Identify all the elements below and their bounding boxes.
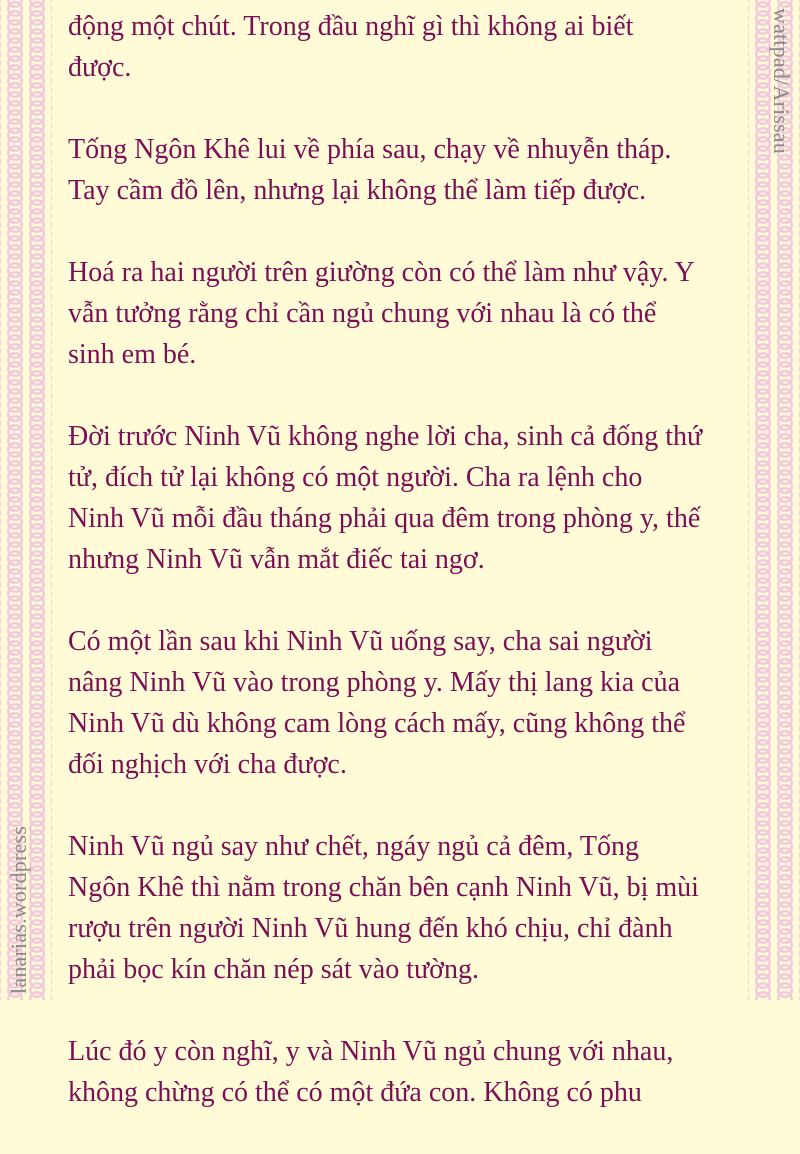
watermark-wordpress: lanarias.wordpress	[6, 826, 31, 994]
paragraph-5: Có một lần sau khi Ninh Vũ uống say, cha sai người nâng Ninh Vũ vào trong phòng y. Mấy thị lang kia của Ninh Vũ dù không cam lòng cách mấy, cũng không thể đối nghịch với cha được.	[68, 626, 686, 780]
paragraph-2: Tống Ngôn Khê lui về phía sau, chạy về nhuyễn tháp. Tay cầm đồ lên, nhưng lại không thể làm tiếp được.	[68, 134, 672, 206]
paragraph-7: Lúc đó y còn nghĩ, y và Ninh Vũ ngủ chung với nhau, không chừng có thể có một đứa con. Không có phu	[68, 1036, 674, 1108]
paragraph-6: Ninh Vũ ngủ say như chết, ngáy ngủ cả đêm, Tống Ngôn Khê thì nằm trong chăn bên cạnh Ninh Vũ, bị mùi rượu trên người Ninh Vũ hung đến khó chịu, chỉ đành phải bọc kín chăn nép sát vào tường.	[68, 831, 699, 985]
story-text	[68, 6, 748, 1154]
paragraph-1: động một chút. Trong đầu nghĩ gì thì không ai biết được.	[68, 11, 634, 83]
watermark-wattpad: wattpad/Arissau	[769, 8, 794, 154]
paragraph-3: Hoá ra hai người trên giường còn có thể làm như vậy. Y vẫn tưởng rằng chỉ cần ngủ chung với nhau là có thể sinh em bé.	[68, 257, 695, 370]
paragraph-4: Đời trước Ninh Vũ không nghe lời cha, sinh cả đống thứ tử, đích tử lại không có một người. Cha ra lệnh cho Ninh Vũ mỗi đầu tháng phải qua đêm trong phòng y, thế nhưng Ninh Vũ vẫn mắt điếc tai ngơ.	[68, 421, 703, 575]
